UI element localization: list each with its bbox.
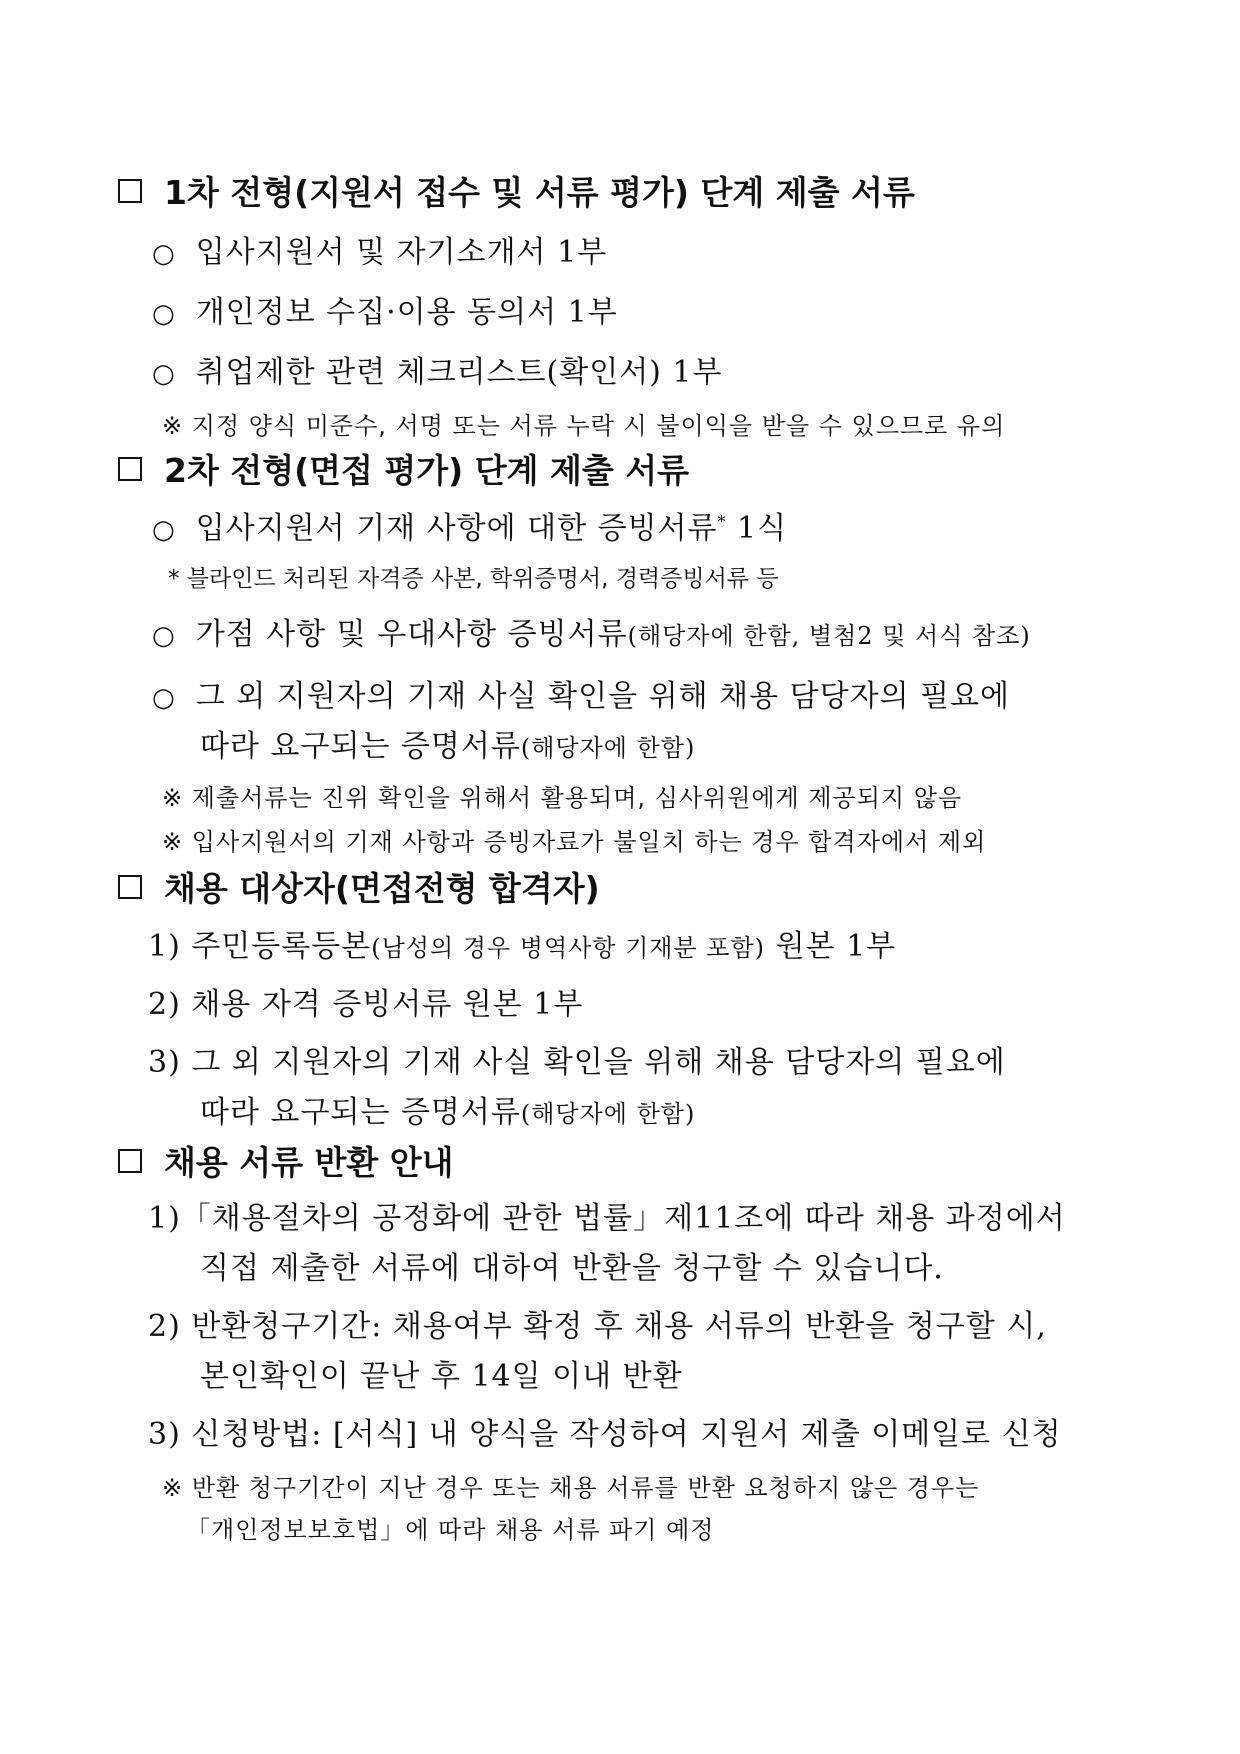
- circle-bullet-icon: ○: [152, 239, 176, 269]
- section-1-title: 1차 전형(지원서 접수 및 서류 평가) 단계 제출 서류: [164, 173, 915, 212]
- section-2-title: 2차 전형(면접 평가) 단계 제출 서류: [164, 451, 689, 490]
- circle-bullet-icon: ○: [152, 621, 176, 651]
- checkbox-square-icon: [118, 1149, 142, 1173]
- list-item: ○ 가점 사항 및 우대사항 증빙서류(해당자에 한함, 별첨2 및 서식 참조): [152, 617, 1031, 652]
- list-item: ○ 입사지원서 및 자기소개서 1부: [152, 235, 608, 270]
- circle-bullet-icon: ○: [152, 299, 176, 329]
- list-item-continuation: 따라 요구되는 증명서류(해당자에 한함): [200, 729, 696, 764]
- list-item: 3) 신청방법: [서식] 내 양식을 작성하여 지원서 제출 이메일로 신청: [148, 1417, 1062, 1452]
- note: ※ 반환 청구기간이 지난 경우 또는 채용 서류를 반환 요청하지 않은 경우는: [162, 1474, 980, 1502]
- list-item: 2) 반환청구기간: 채용여부 확정 후 채용 서류의 반환을 청구할 시,: [148, 1309, 1047, 1344]
- list-item-continuation: 따라 요구되는 증명서류(해당자에 한함): [200, 1095, 696, 1130]
- list-item-continuation: 본인확인이 끝난 후 14일 이내 반환: [200, 1359, 683, 1394]
- section-3-title: 채용 대상자(면접전형 합격자): [164, 869, 600, 908]
- section-1-heading: [118, 173, 915, 212]
- circle-bullet-icon: ○: [152, 515, 176, 545]
- section-3-heading: [118, 869, 600, 908]
- list-item: 1) 주민등록등본(남성의 경우 병역사항 기재분 포함) 원본 1부: [148, 929, 897, 964]
- checkbox-square-icon: [118, 875, 142, 899]
- list-item: 1)「채용절차의 공정화에 관한 법률」제11조에 따라 채용 과정에서: [148, 1201, 1066, 1236]
- section-4-heading: [118, 1143, 454, 1182]
- note: ※ 입사지원서의 기재 사항과 증빙자료가 불일치 하는 경우 합격자에서 제외: [162, 828, 987, 856]
- list-item: ○ 그 외 지원자의 기재 사실 확인을 위해 채용 담당자의 필요에: [152, 679, 1011, 714]
- list-item: ○ 취업제한 관련 체크리스트(확인서) 1부: [152, 355, 723, 390]
- section-4-title: 채용 서류 반환 안내: [164, 1143, 454, 1182]
- section-2-heading: [118, 451, 689, 490]
- checkbox-square-icon: [118, 457, 142, 481]
- circle-bullet-icon: ○: [152, 359, 176, 389]
- checkbox-square-icon: [118, 179, 142, 203]
- list-item: ○ 개인정보 수집·이용 동의서 1부: [152, 295, 618, 330]
- footnote: * 블라인드 처리된 자격증 사본, 학위증명서, 경력증빙서류 등: [168, 566, 779, 592]
- list-item: 3) 그 외 지원자의 기재 사실 확인을 위해 채용 담당자의 필요에: [148, 1045, 1006, 1080]
- note-continuation: 「개인정보보호법」에 따라 채용 서류 파기 예정: [186, 1516, 715, 1544]
- list-item-continuation: 직접 제출한 서류에 대하여 반환을 청구할 수 있습니다.: [200, 1251, 944, 1286]
- list-item: ○ 입사지원서 기재 사항에 대한 증빙서류* 1식: [152, 511, 788, 546]
- list-item: 2) 채용 자격 증빙서류 원본 1부: [148, 987, 584, 1022]
- circle-bullet-icon: ○: [152, 683, 176, 713]
- note: ※ 제출서류는 진위 확인을 위해서 활용되며, 심사위원에게 제공되지 않음: [162, 784, 963, 812]
- note: ※ 지정 양식 미준수, 서명 또는 서류 누락 시 불이익을 받을 수 있으므로 유의: [162, 412, 1006, 440]
